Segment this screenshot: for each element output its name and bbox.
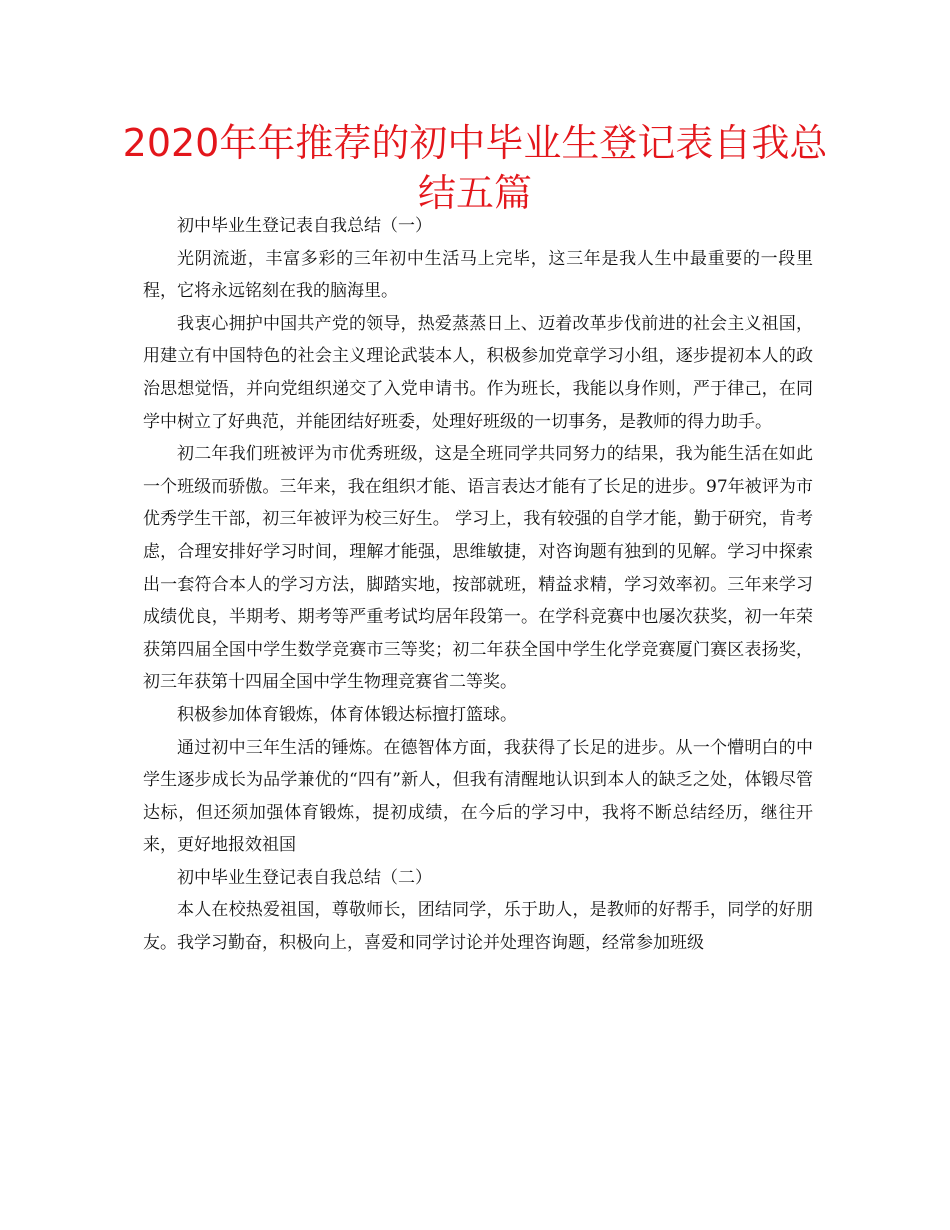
section-heading-2: 初中毕业生登记表自我总结（二） bbox=[177, 867, 432, 888]
document-body bbox=[143, 210, 813, 960]
paragraph: 本人在校热爱祖国，尊敬师长，团结同学，乐于助人，是教师的好帮手，同学的好朋友。我学习勤奋，积极向上，喜爱和同学讨论并处理咨询题，经常参加班级 bbox=[143, 900, 813, 954]
document-title: 2020年年推荐的初中毕业生登记表自我总结五篇 bbox=[122, 121, 828, 215]
section-heading-1: 初中毕业生登记表自我总结（一） bbox=[177, 216, 432, 236]
paragraph: 初二年我们班被评为市优秀班级，这是全班同学共同努力的结果，我为能生活在如此一个班级而骄傲。三年来，我在组织才能、语言表达才能有了长足的进步。97年被评为市优秀学生干部，初三年被评为校三好生。 学习上，我有较强的自学才能，勤于研究，肯考虑，合理安排好学习时间，理解才能强，思维敏捷，对咨询题有独到的见解。学习中探索出一套符合本人的学习方法，脚踏实地，按部就班，精益求精，学习效率初。三年来学习成绩优良，半期考、期考等严重考试均居年段第一。在学科竞赛中也屡次获奖，初一年荣获第四届全国中学生数学竞赛市三等奖；初二年获全国中学生化学竞赛厦门赛区表扬奖，初三年获第十四届全国中学生物理竞赛省二等奖。 bbox=[143, 444, 813, 693]
paragraph: 光阴流逝，丰富多彩的三年初中生活马上完毕，这三年是我人生中最重要的一段里程，它将永远铭刻在我的脑海里。 bbox=[143, 248, 813, 302]
paragraph: 通过初中三年生活的锤炼。在德智体方面，我获得了长足的进步。从一个懵明白的中学生逐步成长为品学兼优的“四有”新人，但我有清醒地认识到本人的缺乏之处，体锻尽管达标，但还须加强体育锻炼，提初成绩，在今后的学习中，我将不断总结经历，继往开来，更好地报效祖国 bbox=[143, 737, 813, 856]
paragraph: 积极参加体育锻炼，体育体锻达标擅打篮球。 bbox=[177, 704, 517, 725]
paragraph: 我衷心拥护中国共产党的领导，热爱蒸蒸日上、迈着改革步伐前进的社会主义祖国，用建立有中国特色的社会主义理论武装本人，积极参加党章学习小组，逐步提初本人的政治思想觉悟，并向党组织递交了入党申请书。作为班长，我能以身作则，严于律己，在同学中树立了好典范，并能团结好班委，处理好班级的一切事务，是教师的得力助手。 bbox=[143, 313, 813, 432]
